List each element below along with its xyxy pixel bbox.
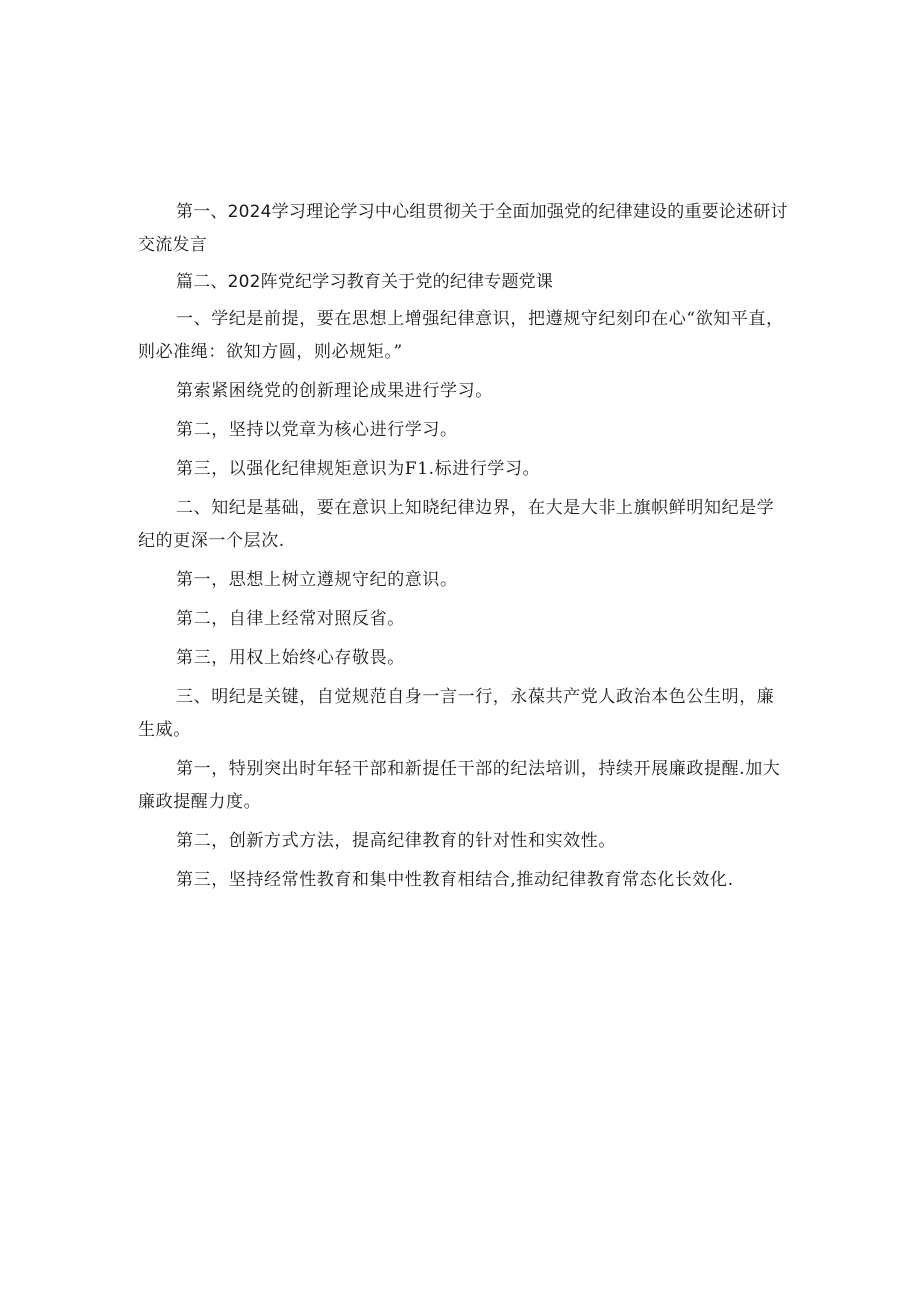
paragraph-12: 第三，坚持经常性教育和集中性教育相结合,推动纪律教育常态化长效化. [176, 870, 734, 890]
toc-item-2: 篇二、202阵党纪学习教育关于党的纪律专题党课 [176, 272, 554, 292]
toc-item-1: 第一、2024学习理论学习中心组贯彻关于全面加强党的纪律建设的重要论述研讨交流发言 [138, 202, 788, 255]
paragraph-8: 第三，用权上始终心存敬畏。 [176, 648, 405, 668]
paragraph-10: 第一，特别突出时年轻干部和新提任干部的纪法培训，持续开展廉政提醒.加大廉政提醒力度。 [138, 759, 781, 812]
document-body [138, 196, 790, 897]
paragraph-3: 第二，坚持以党章为核心进行学习。 [176, 420, 458, 440]
paragraph-6: 第一，思想上树立遵规守纪的意识。 [176, 570, 458, 590]
paragraph-2: 第索紧困绕党的创新理论成果进行学习。 [176, 381, 493, 401]
paragraph-11: 第二，创新方式方法，提高纪律教育的针对性和实效性。 [176, 831, 616, 851]
paragraph-4: 第三，以强化纪律规矩意识为F1.标进行学习。 [176, 459, 541, 479]
paragraph-5: 二、知纪是基础，要在意识上知晓纪律边界，在大是大非上旗帜鲜明知纪是学纪的更深一个层次. [138, 498, 775, 551]
paragraph-1: 一、学纪是前提，要在思想上增强纪律意识，把遵规守纪刻印在心“欲知平直，则必准绳：欲知方圆，则必规矩。” [138, 309, 784, 362]
paragraph-7: 第二，自律上经常对照反省。 [176, 609, 405, 629]
paragraph-9: 三、明纪是关键，自觉规范自身一言一行，永葆共产党人政治本色公生明，廉生威。 [138, 687, 775, 740]
